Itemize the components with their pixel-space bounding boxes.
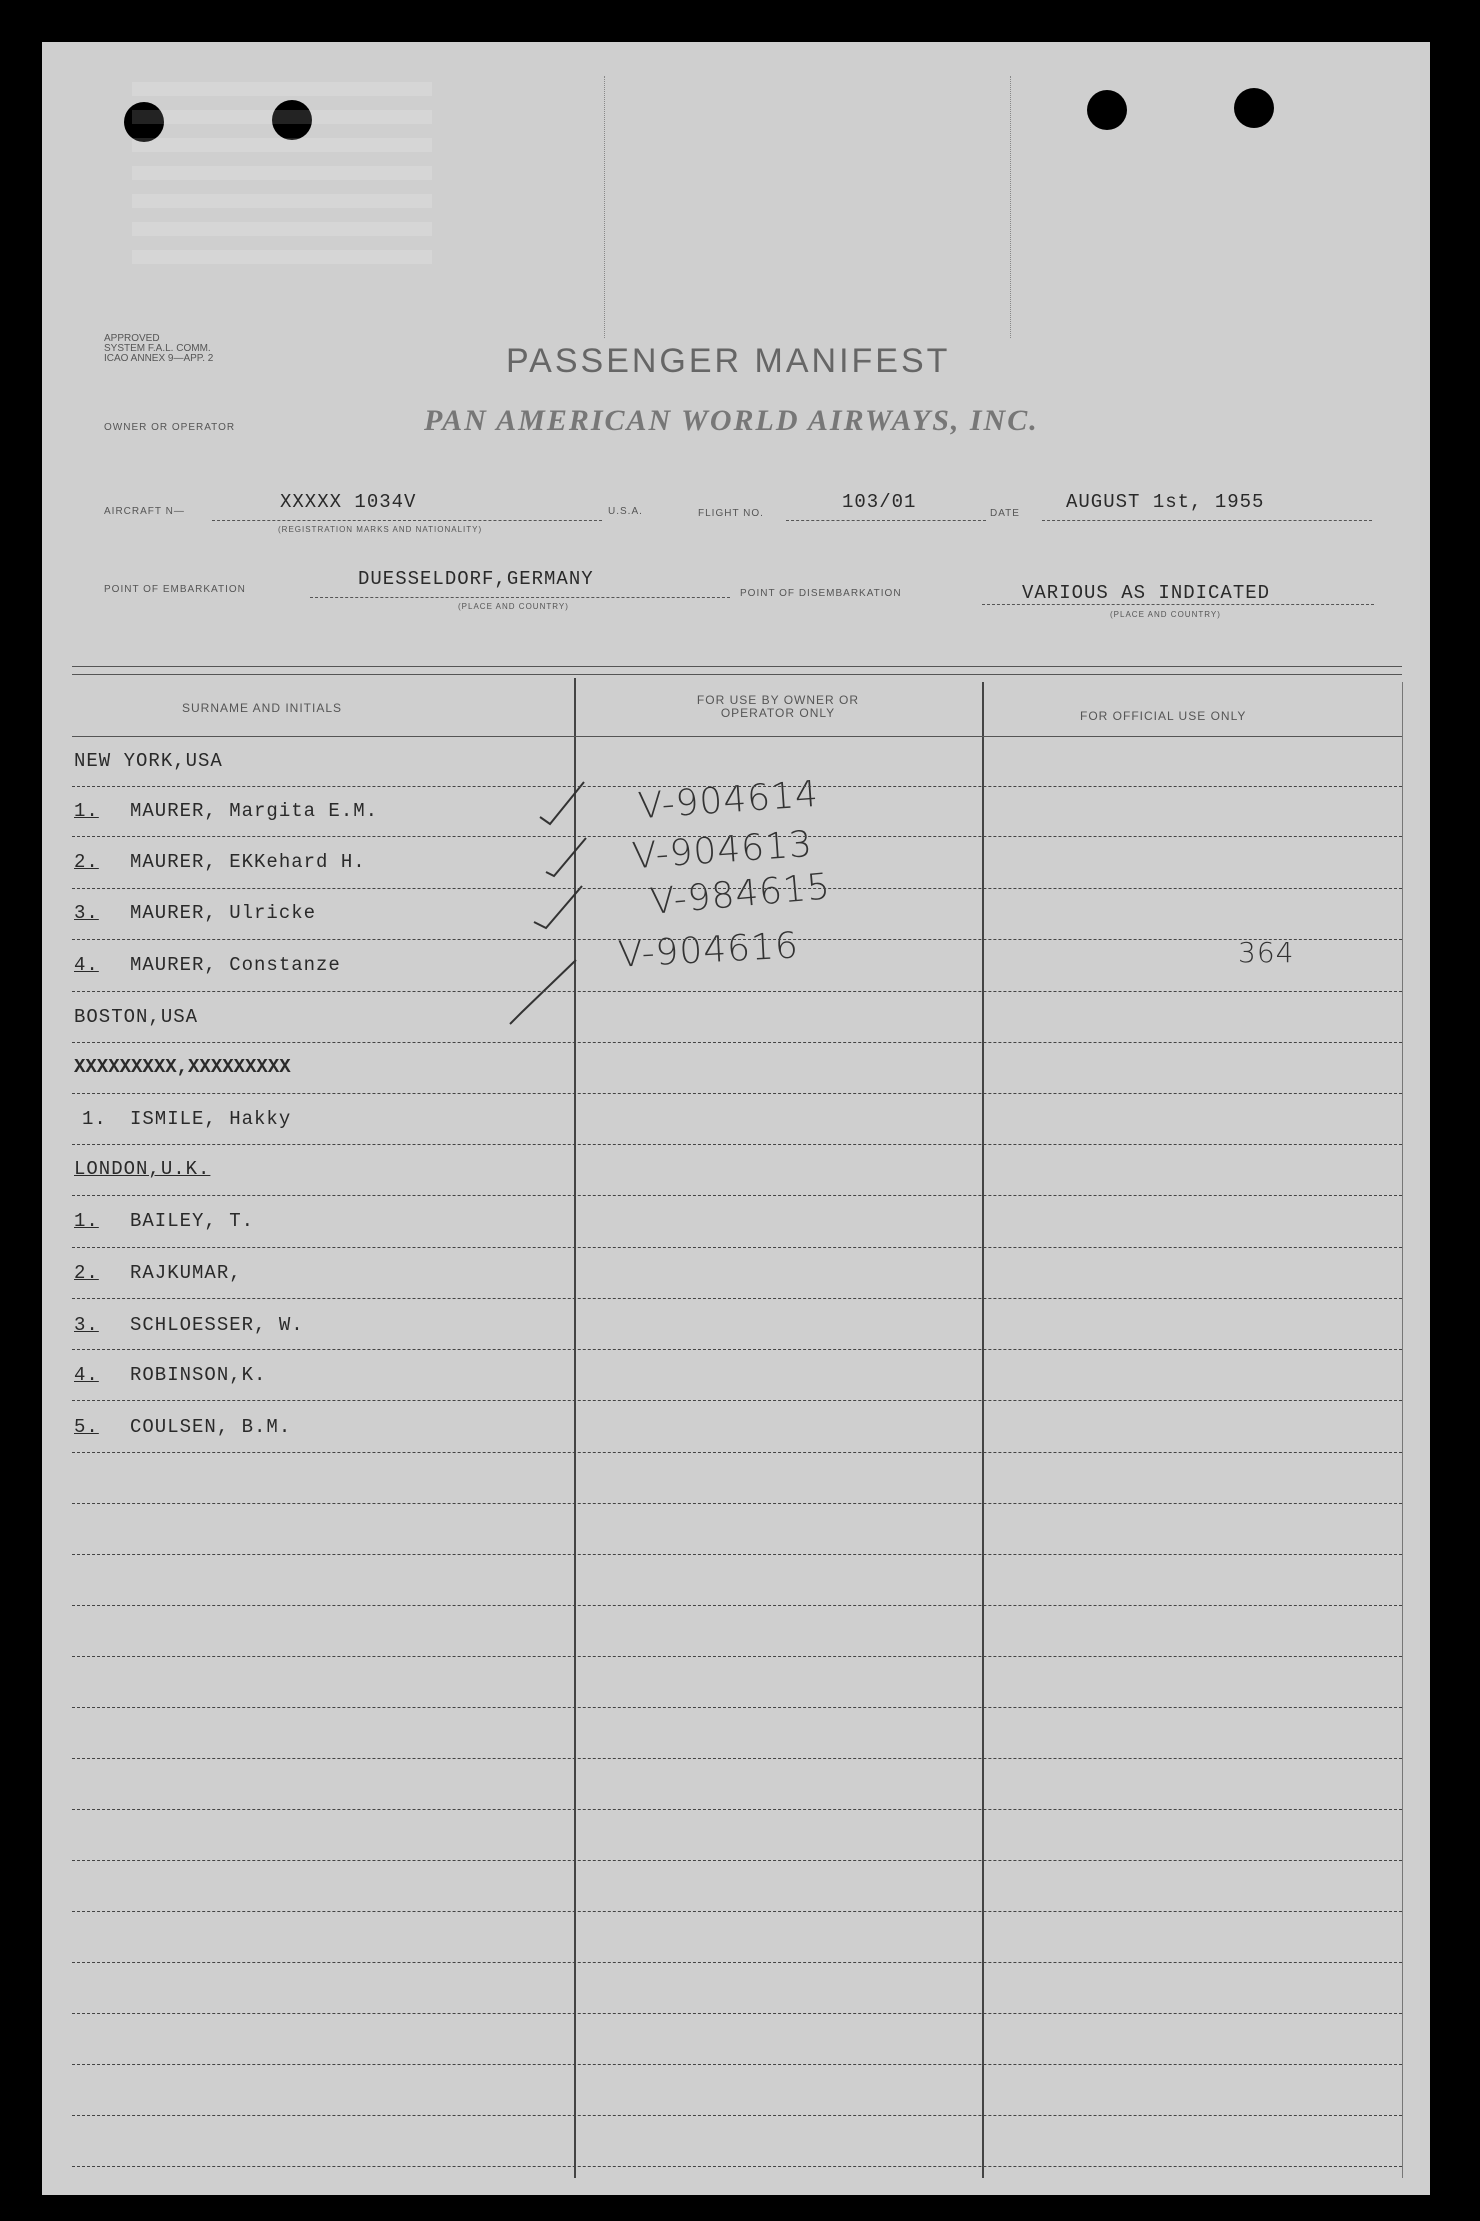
row-line [72, 1911, 1402, 1912]
list-item [74, 800, 378, 822]
row-line [72, 2166, 1402, 2167]
row-line [72, 1656, 1402, 1657]
row-line [72, 2115, 1402, 2116]
list-item [74, 1364, 266, 1386]
row-line [72, 888, 1402, 889]
punch-hole [1087, 90, 1127, 130]
checkmark-icon [510, 960, 576, 1024]
row-text-struck: XXXXXXXXX,XXXXXXXXX [74, 1056, 291, 1078]
checkmark-icon [534, 886, 582, 928]
owner-value: PAN AMERICAN WORLD AIRWAYS, INC. [424, 404, 1039, 437]
row-line [72, 991, 1402, 992]
row-text: MAURER, EKKehard H. [130, 851, 366, 873]
date-value: AUGUST 1st, 1955 [1066, 491, 1265, 513]
row-text: MAURER, Constanze [130, 954, 341, 976]
column-header-surname: SURNAME AND INITIALS [182, 701, 343, 715]
row-line [72, 1605, 1402, 1606]
manifest-page [42, 42, 1430, 2195]
row-line [72, 1707, 1402, 1708]
row-line [72, 1195, 1402, 1196]
row-line [72, 1298, 1402, 1299]
row-line [72, 1962, 1402, 1963]
disembarkation-label: POINT OF DISEMBARKATION [740, 588, 902, 599]
row-number: 2. [74, 851, 99, 873]
row-number: 3. [74, 902, 99, 924]
row-text: COULSEN, B.M. [130, 1416, 292, 1438]
flight-value: 103/01 [842, 491, 917, 513]
approved-line: ICAO ANNEX 9—APP. 2 [104, 353, 214, 364]
list-item [74, 902, 316, 924]
row-text: BAILEY, T. [130, 1210, 255, 1232]
row-line [72, 1452, 1402, 1453]
flight-line [786, 520, 986, 521]
row-number: 4. [74, 1364, 99, 1386]
list-item [74, 1262, 242, 1284]
row-line [72, 1144, 1402, 1145]
disembarkation-line [982, 604, 1374, 605]
list-item [74, 1416, 291, 1438]
row-line [72, 836, 1402, 837]
row-text: BOSTON,USA [74, 1006, 199, 1028]
row-number: 4. [74, 954, 99, 976]
row-number: 2. [74, 1262, 99, 1284]
page-title: PASSENGER MANIFEST [506, 342, 951, 380]
checkmark-icon [546, 838, 586, 876]
aircraft-value: XXXXX 1034V [280, 491, 417, 513]
disembarkation-caption: (PLACE AND COUNTRY) [1110, 610, 1221, 619]
list-item [82, 1108, 291, 1130]
list-item [74, 1210, 254, 1232]
handwritten-official-note: 364 [1238, 936, 1295, 969]
aircraft-label: AIRCRAFT N— [104, 506, 185, 517]
row-text: MAURER, Ulricke [130, 902, 317, 924]
row-line [72, 1247, 1402, 1248]
approved-block [104, 334, 213, 364]
list-item [74, 1158, 210, 1180]
row-line [72, 786, 1402, 787]
usa-label: U.S.A. [608, 506, 643, 517]
row-line [72, 1503, 1402, 1504]
bleed-through-marks [132, 82, 432, 272]
row-line [72, 1349, 1402, 1350]
row-text: SCHLOESSER, W. [130, 1314, 304, 1336]
row-number: 3. [74, 1314, 99, 1336]
row-text: LONDON,U.K. [74, 1158, 211, 1180]
list-item [74, 851, 366, 873]
punch-hole [1234, 88, 1274, 128]
row-number: 1. [74, 1210, 99, 1232]
row-text: ISMILE, Hakky [130, 1108, 292, 1130]
row-text: NEW YORK,USA [74, 750, 223, 772]
date-label: DATE [990, 508, 1020, 519]
table-top-rule [72, 674, 1402, 675]
flight-label: FLIGHT NO. [698, 508, 764, 519]
checkmark-icon [540, 782, 584, 824]
row-line [72, 939, 1402, 940]
row-line [72, 1400, 1402, 1401]
table-top-rule [72, 666, 1402, 667]
row-line [72, 1860, 1402, 1861]
embarkation-line [310, 597, 730, 598]
approved-line: APPROVED [104, 333, 160, 344]
column-divider [1402, 682, 1403, 2178]
row-line [72, 1554, 1402, 1555]
row-line [72, 1758, 1402, 1759]
fold-line [1010, 76, 1011, 338]
date-line [1042, 520, 1372, 521]
row-line [72, 1042, 1402, 1043]
approved-line: SYSTEM F.A.L. COMM. [104, 343, 211, 354]
row-line [72, 1809, 1402, 1810]
list-item [74, 1314, 304, 1336]
handwritten-visa-number: V-984615 [648, 866, 833, 923]
embarkation-caption: (PLACE AND COUNTRY) [458, 602, 569, 611]
owner-label: OWNER OR OPERATOR [104, 422, 236, 433]
disembarkation-value: VARIOUS AS INDICATED [1022, 582, 1271, 604]
handwritten-visa-number: V-904616 [617, 925, 800, 976]
column-header-official-use: FOR OFFICIAL USE ONLY [1080, 709, 1247, 723]
row-line [72, 2064, 1402, 2065]
handwritten-visa-number: V-904613 [630, 823, 815, 878]
row-line [72, 2013, 1402, 2014]
row-number: 1. [82, 1108, 107, 1130]
column-divider [982, 682, 984, 2178]
header-rule [72, 736, 1402, 737]
aircraft-line [212, 520, 602, 521]
column-header-owner-use: FOR USE BY OWNER OR OPERATOR ONLY [696, 693, 860, 720]
fold-line [604, 76, 605, 338]
row-text: MAURER, Margita E.M. [130, 800, 379, 822]
row-line [72, 1093, 1402, 1094]
list-item [74, 750, 223, 772]
aircraft-caption: (REGISTRATION MARKS AND NATIONALITY) [278, 525, 483, 534]
row-number: 1. [74, 800, 99, 822]
list-item [74, 1006, 198, 1028]
list-item [74, 1056, 291, 1078]
row-text: RAJKUMAR, [130, 1262, 242, 1284]
embarkation-value: DUESSELDORF,GERMANY [358, 568, 594, 590]
row-number: 5. [74, 1416, 99, 1438]
handwritten-visa-number: V-904614 [636, 773, 821, 828]
embarkation-label: POINT OF EMBARKATION [104, 584, 246, 595]
list-item [74, 954, 341, 976]
row-text: ROBINSON,K. [130, 1364, 267, 1386]
